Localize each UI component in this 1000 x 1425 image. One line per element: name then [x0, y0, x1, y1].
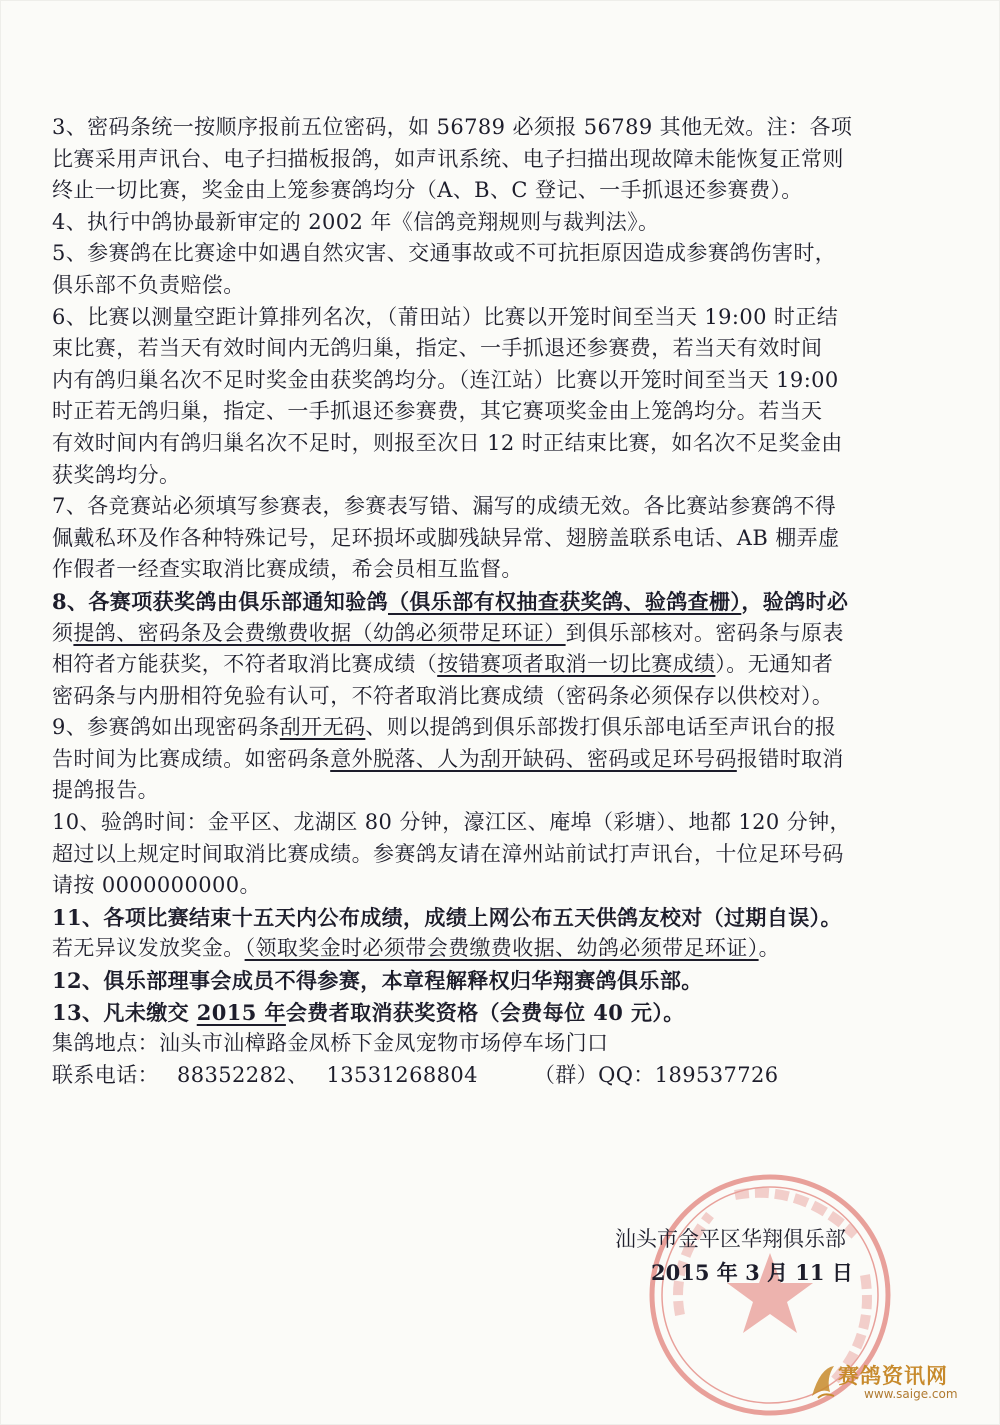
- watermark-url: www.saige.com: [864, 1387, 958, 1401]
- gathering-value: 汕头市汕樟路金凤桥下金凤宠物市场停车场门口: [159, 1031, 609, 1056]
- gathering-label: 集鸽地点：: [52, 1031, 159, 1056]
- item-11-text: 若无异议发放奖金。: [52, 936, 245, 961]
- item-11-line-1: 11、各项比赛结束十五天内公布成绩，成绩上网公布五天供鸽友校对（过期自误）。: [52, 904, 842, 930]
- item-9-text: 9、参赛鸽如出现密码条: [52, 715, 280, 740]
- item-11-line-2: [52, 933, 942, 965]
- item-8-text: 到俱乐部核对。密码条与原表: [565, 620, 844, 645]
- contact-phone-1: 88352282、: [177, 1062, 309, 1087]
- item-9-text: 、则以提鸽到俱乐部拨打俱乐部电话至声讯台的报: [365, 715, 837, 740]
- site-watermark: [808, 1360, 988, 1410]
- text-line: 5、参赛鸽在比赛途中如遇自然灾害、交通事故或不可抗拒原因造成参赛鸽伤害时，: [52, 241, 837, 266]
- item-9-line-2: [52, 744, 942, 776]
- item-9-text: 报错时取消: [736, 746, 844, 771]
- item-13-text: 13、凡未缴交: [52, 999, 197, 1025]
- text-line: 内有鸽归巢名次不足时奖金由获奖鸽均分。（连江站）比赛以开笼时间至当天 19:00: [52, 367, 839, 392]
- item-13-text: 会费者取消获奖资格（会费每位 40 元）。: [285, 999, 685, 1025]
- pigeon-logo-icon: [808, 1362, 838, 1402]
- text-line: 3、密码条统一按顺序报前五位密码，如 56789 必须报 56789 其他无效。注：各项: [52, 115, 853, 139]
- item-8-line-4: 密码条与内册相符免验有认可，不符者取消比赛成绩（密码条必须保存以供校对）。: [52, 683, 834, 708]
- text-line: 有效时间内有鸽归巢名次不足时，则报至次日 12 时正结束比赛，如名次不足奖金由: [52, 430, 843, 455]
- item-9-underlined: 意外脱落、人为刮开缺码、密码或足环号码: [330, 746, 737, 771]
- regulations-text: [52, 112, 942, 1093]
- item-9-line-1: [52, 712, 942, 744]
- item-13-line: [52, 997, 942, 1029]
- item-8-line-1: [52, 586, 942, 618]
- item-9-underlined: 刮开无码: [279, 715, 366, 740]
- item-13-underlined: 2015 年: [196, 999, 286, 1025]
- item-8-text: ，验鸽时必: [741, 588, 849, 614]
- text-line: 作假者一经查实取消比赛成绩，希会员相互监督。: [52, 557, 523, 582]
- contact-line: [52, 1060, 942, 1093]
- text-line: 束比赛，若当天有效时间内无鸽归巢，指定、一手抓退还参赛费，若当天有效时间: [52, 336, 823, 361]
- watermark-title: 赛鸽资讯网: [838, 1363, 948, 1388]
- gathering-location: [52, 1028, 942, 1060]
- text-line: 4、执行中鸽协最新审定的 2002 年《信鸽竞翔规则与裁判法》。: [52, 209, 660, 234]
- contact-qq: 189537726: [654, 1062, 779, 1087]
- item-8-line-2: [52, 618, 942, 650]
- item-12-line: 12、俱乐部理事会成员不得参赛，本章程解释权归华翔赛鸽俱乐部。: [52, 968, 703, 994]
- text-line: 时正若无鸽归巢，指定、一手抓退还参赛费，其它赛项奖金由上笼鸽均分。若当天: [52, 399, 823, 424]
- item-8-line-3: [52, 649, 942, 681]
- contact-label: 联系电话：: [52, 1062, 159, 1087]
- item-11-underlined: （领取奖金时必须带会费缴费收据、幼鸽必须带足环证）: [244, 936, 759, 961]
- item-10-line: 请按 0000000000。: [52, 873, 261, 898]
- item-8-text: 相符者方能获奖，不符者取消比赛成绩（: [52, 652, 438, 677]
- text-line: 终止一切比赛，奖金由上笼参赛鸽均分（A、B、C 登记、一手抓退还参赛费）。: [52, 178, 803, 203]
- text-line: 获奖鸽均分。: [52, 462, 181, 487]
- contact-qq-label: （群）QQ：: [533, 1062, 655, 1087]
- text-line: 佩戴私环及作各种特殊记号，足环损坏或脚残缺异常、翅膀盖联系电话、AB 棚弄虚: [52, 525, 840, 550]
- item-9-line-3: 提鸽报告。: [52, 778, 159, 803]
- item-8-underlined: 按错赛项者取消一切比赛成绩: [437, 652, 716, 677]
- signature-date: 2015 年 3 月 11 日: [651, 1260, 853, 1285]
- item-8-text: 须: [52, 620, 74, 645]
- item-10-line: 10、验鸽时间：金平区、龙湖区 80 分钟，濠江区、庵埠（彩塘）、地都 120 分钟，: [52, 810, 851, 835]
- item-8-text: ）。无通知者: [715, 652, 834, 677]
- signature-org: 汕头市金平区华翔俱乐部: [615, 1227, 846, 1251]
- item-10-line: 超过以上规定时间取消比赛成绩。参赛鸽友请在漳州站前试打声讯台，十位足环号码: [52, 841, 844, 866]
- text-line: 比赛采用声讯台、电子扫描板报鸽，如声讯系统、电子扫描出现故障未能恢复正常则: [52, 146, 844, 171]
- text-line: 俱乐部不负责赔偿。: [52, 272, 245, 297]
- item-9-text: 告时间为比赛成绩。如密码条: [52, 746, 331, 771]
- item-11-text: 。: [758, 936, 781, 961]
- signature-block: [615, 1222, 895, 1290]
- item-8-underlined: 提鸽、密码条及会费缴费收据（幼鸽必须带足环证）: [73, 620, 566, 645]
- item-8-underlined: （俱乐部有权抽查获奖鸽、验鸽查栅）: [388, 588, 742, 614]
- contact-phone-2: 13531268804: [326, 1062, 478, 1087]
- text-line: 7、各竞赛站必须填写参赛表，参赛表写错、漏写的成绩无效。各比赛站参赛鸽不得: [52, 494, 837, 519]
- item-8-text: 8、各赛项获奖鸽由俱乐部通知验鸽: [52, 588, 389, 614]
- text-line: 6、比赛以测量空距计算排列名次，（莆田站）比赛以开笼时间至当天 19:00 时正结: [52, 304, 839, 329]
